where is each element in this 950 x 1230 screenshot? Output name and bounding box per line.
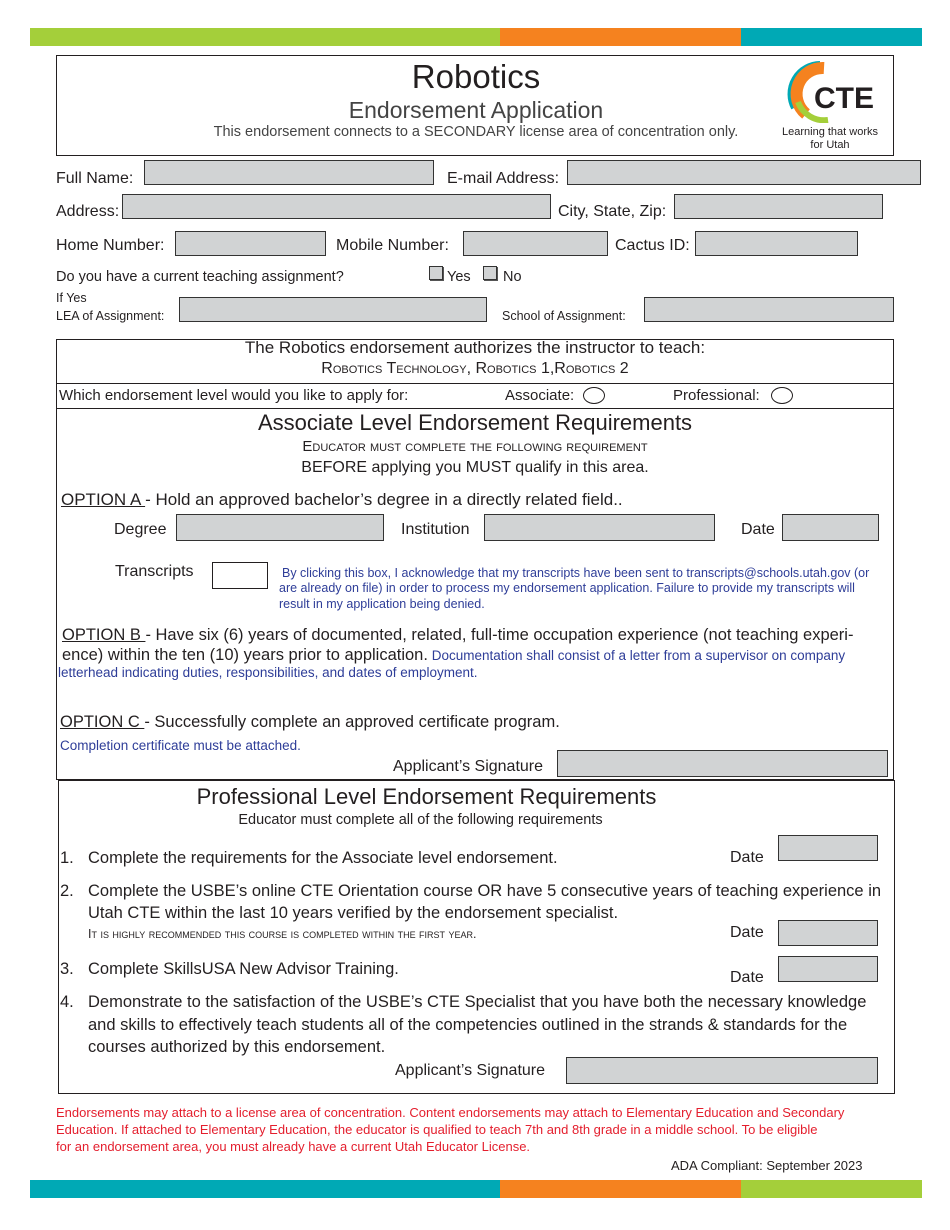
header-note: This endorsement connects to a SECONDARY license area of concentration only. [213,124,739,140]
cactus-id-label: Cactus ID: [615,237,690,254]
item-2-text-2: Utah CTE within the last 10 years verified by the endorsement specialist. [88,904,619,922]
option-b-note-1: Documentation shall consist of a letter from a supervisor on company [427,648,846,663]
no-checkbox[interactable] [483,266,497,280]
item-1-text: Complete the requirements for the Associate level endorsement. [88,849,558,867]
associate-signature-field[interactable] [557,750,888,777]
associate-label: Associate: [505,387,575,404]
associate-sub-2: BEFORE applying you MUST qualify in this area. [301,459,649,476]
email-label: E-mail Address: [447,170,560,187]
transcripts-note-1: By clicking this box, I acknowledge that my transcripts have been sent to transcripts@schools.utah.gov (or [282,566,870,580]
school-field[interactable] [644,297,894,322]
transcripts-note-2: are already on file) in order to process my endorsement application. Failure to provide my transcripts will [279,581,855,595]
city-field[interactable] [674,194,883,219]
top-bar-orange [500,28,741,46]
item-4-text-3: courses authorized by this endorsement. [88,1038,386,1056]
footer-note-1: Endorsements may attach to a license area of concentration. Content endorsements may attach to Elementary Education and Secondary [56,1105,845,1120]
cte-logo-icon [780,58,885,123]
item-3-date-label: Date [730,969,764,986]
item-2-text-1: Complete the USBE’s online CTE Orientation course OR have 5 consecutive years of teaching experience in [88,882,882,900]
lea-label: LEA of Assignment: [56,309,165,323]
yes-checkbox[interactable] [429,266,443,280]
item-3-text: Complete SkillsUSA New Advisor Training. [88,960,399,978]
option-b-line-2 [62,646,845,665]
page-subtitle: Endorsement Application [348,97,604,123]
city-label: City, State, Zip: [558,203,667,220]
item-2-num: 2. [60,882,74,900]
option-b-text-2: ence) within the ten (10) years prior to application. [62,646,428,664]
item-1-num: 1. [60,849,74,867]
degree-field[interactable] [176,514,384,541]
transcripts-checkbox[interactable] [212,562,268,589]
transcripts-label: Transcripts [115,563,194,580]
professional-radio[interactable] [771,387,793,404]
professional-title: Professional Level Endorsement Requirements [196,784,657,809]
option-c-text: - Successfully complete an approved certificate program. [144,713,560,731]
option-a [61,490,623,510]
address-field[interactable] [122,194,551,219]
cactus-id-field[interactable] [695,231,858,256]
full-name-field[interactable] [144,160,434,185]
home-number-label: Home Number: [56,237,165,254]
option-a-text: - Hold an approved bachelor’s degree in a directly related field.. [145,490,623,509]
associate-radio[interactable] [583,387,605,404]
option-c [60,713,560,732]
item-2-date-label: Date [730,924,764,941]
option-b [62,626,853,645]
top-bar-green [30,28,500,46]
svg-text:CTE: CTE [814,82,874,115]
item-3-date-field[interactable] [778,956,878,982]
footer-note-2: Education. If attached to Elementary Education, the educator is qualified to teach 7th and 8th grade in a middle school. To be eligible [56,1122,818,1137]
teaching-question: Do you have a current teaching assignment? [56,269,344,285]
school-label: School of Assignment: [502,309,626,323]
item-4-text-1: Demonstrate to the satisfaction of the USBE’s CTE Specialist that you have both the necessary knowledge [88,993,867,1011]
option-b-note-2: letterhead indicating duties, responsibilities, and dates of employment. [58,665,478,680]
associate-sub-1: Educator must complete the following requirement [302,438,648,455]
page-title: Robotics [411,58,541,95]
logo-tagline-2: for Utah [810,139,850,151]
footer-note-3: for an endorsement area, you must already have a current Utah Educator License. [56,1139,531,1154]
bottom-bar-teal [30,1180,500,1198]
top-bar-teal [741,28,922,46]
mobile-number-label: Mobile Number: [336,237,449,254]
transcripts-note-3: result in my application being denied. [279,597,485,611]
institution-field[interactable] [484,514,715,541]
degree-label: Degree [114,521,167,538]
yes-label: Yes [447,269,471,285]
option-b-label: OPTION B [62,626,146,644]
item-2-note: It is highly recommended this course is completed within the first year. [88,927,477,941]
option-a-label: OPTION A [61,490,146,509]
mobile-number-field[interactable] [463,231,608,256]
associate-signature-label: Applicant’s Signature [393,758,544,775]
logo-tagline-1: Learning that works [782,126,878,138]
home-number-field[interactable] [175,231,326,256]
authorize-line-1: The Robotics endorsement authorizes the instructor to teach: [244,338,706,357]
professional-signature-field[interactable] [566,1057,878,1084]
item-3-num: 3. [60,960,74,978]
email-field[interactable] [567,160,921,185]
bottom-bar-green [741,1180,922,1198]
lea-field[interactable] [179,297,487,322]
full-name-label: Full Name: [56,170,134,187]
item-2-date-field[interactable] [778,920,878,946]
ada-compliance: ADA Compliant: September 2023 [671,1158,863,1173]
address-label: Address: [56,203,120,220]
professional-sub: Educator must complete all of the following requirements [238,812,603,828]
no-label: No [503,269,522,285]
if-yes-label: If Yes [56,291,87,305]
bottom-bar-orange [500,1180,741,1198]
level-question: Which endorsement level would you like to apply for: [59,387,409,404]
date-label: Date [741,521,775,538]
item-1-date-field[interactable] [778,835,878,861]
item-4-text-2: and skills to effectively teach students all of the competencies outlined in the strands & standards for the [88,1016,848,1034]
option-b-text-1: - Have six (6) years of documented, related, full-time occupation experience (not teaching experi- [145,626,854,644]
item-1-date-label: Date [730,849,764,866]
professional-signature-label: Applicant’s Signature [395,1062,546,1079]
institution-label: Institution [401,521,470,538]
item-4-num: 4. [60,993,74,1011]
cte-logo [780,58,885,153]
option-c-note: Completion certificate must be attached. [60,738,301,753]
authorize-courses: Robotics Technology, Robotics 1,Robotics 2 [321,360,629,377]
date-field[interactable] [782,514,879,541]
option-c-label: OPTION C [60,713,145,731]
associate-title: Associate Level Endorsement Requirements [257,410,693,435]
professional-label: Professional: [673,387,760,404]
